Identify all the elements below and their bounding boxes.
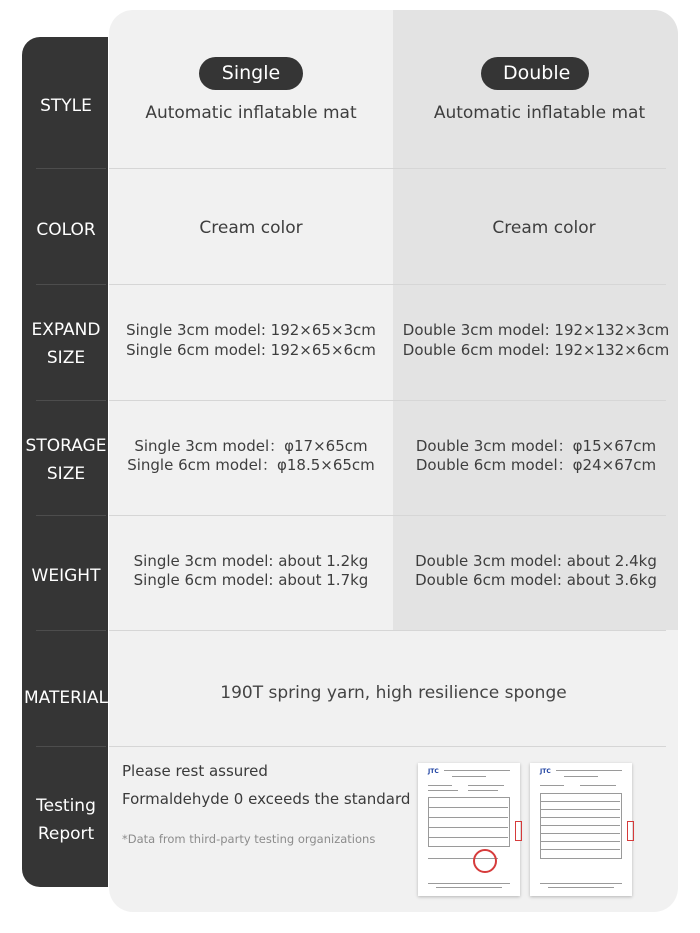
single-weight-6cm: Single 6cm model: about 1.7kg [133,571,369,589]
row-label-testing-line2: Report [37,824,95,844]
row-divider [109,284,666,285]
sidebar-divider [36,630,106,631]
row-divider [109,515,666,516]
single-expand-size-6cm: Single 6cm model: 192×65×6cm [126,341,376,359]
testing-formaldehyde-text: Formaldehyde 0 exceeds the standard [122,790,411,808]
report-brand-logo: JTC [428,768,439,775]
double-expand-size-6cm: Double 6cm model: 192×132×6cm [402,341,670,359]
single-storage-size-6cm: Single 6cm model：φ18.5×65cm [127,456,375,474]
row-label-style: STYLE [40,96,92,116]
red-side-seal [627,821,634,841]
double-weight-6cm: Double 6cm model: about 3.6kg [415,571,657,589]
sidebar-divider [36,168,106,169]
row-label-weight: WEIGHT [31,566,101,586]
material-value: 190T spring yarn, high resilience sponge [220,683,567,703]
sidebar-divider [36,515,106,516]
testing-source-note: *Data from third-party testing organizations [122,832,376,846]
row-label-expand-size-line2: SIZE [46,348,86,368]
row-divider [109,630,666,631]
row-divider [109,746,666,747]
single-header-pill: Single [199,57,303,90]
row-label-storage-size-line2: SIZE [46,464,86,484]
double-storage-size-6cm: Double 6cm model：φ24×67cm [415,456,657,474]
double-color-value: Cream color [492,218,596,238]
single-style-value: Automatic inflatable mat [145,103,357,123]
single-weight-3cm: Single 3cm model: about 1.2kg [133,552,369,570]
double-style-value: Automatic inflatable mat [433,103,646,123]
sidebar-divider [36,746,106,747]
test-report-image-1 [418,763,520,896]
double-expand-size-3cm: Double 3cm model: 192×132×3cm [402,321,670,339]
double-header-pill: Double [481,57,589,90]
double-weight-3cm: Double 3cm model: about 2.4kg [415,552,657,570]
sidebar-divider [36,284,106,285]
report-brand-logo: JTC [540,768,551,775]
single-color-value: Cream color [199,218,303,238]
row-label-material: MATERIAL [23,688,109,708]
red-seal-stamp [473,849,497,873]
row-label-testing-line1: Testing [36,796,96,816]
single-expand-size-3cm: Single 3cm model: 192×65×3cm [126,321,376,339]
red-side-seal [515,821,522,841]
row-label-expand-size-line1: EXPAND [31,320,101,340]
row-label-color: COLOR [36,220,96,240]
row-divider [109,400,666,401]
testing-assurance-text: Please rest assured [122,762,268,780]
row-label-storage-size-line1: STORAGE [25,436,107,456]
sidebar-divider [36,400,106,401]
single-storage-size-3cm: Single 3cm model：φ17×65cm [134,437,368,455]
row-divider [109,168,666,169]
double-storage-size-3cm: Double 3cm model：φ15×67cm [415,437,657,455]
test-report-image-2 [530,763,632,896]
